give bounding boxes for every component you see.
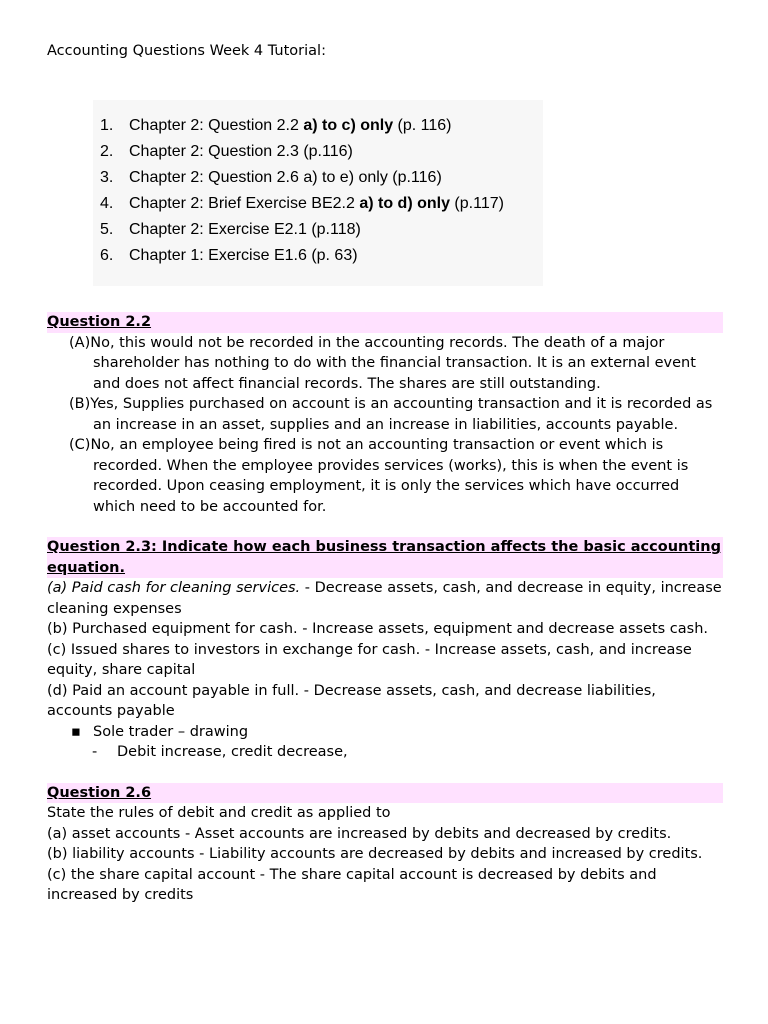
answer-c: (c) the share capital account - The share capital account is decreased by debits and increased by credits bbox=[47, 866, 657, 903]
bullet-item: ▪ Sole trader – drawing bbox=[47, 722, 723, 743]
question-2-3-heading: Question 2.3: Indicate how each business transaction affects the basic accounting equation. bbox=[47, 537, 723, 578]
task-item: 3. Chapter 2: Question 2.6 a) to e) only (p.116) bbox=[100, 169, 442, 186]
answer-b: (B)Yes, Supplies purchased on account is an accounting transaction and it is recorded as an increase in an asset, supplies and an increase in liabilities, accounts payable. bbox=[69, 396, 713, 433]
task-item: 5. Chapter 2: Exercise E2.1 (p.118) bbox=[100, 221, 361, 238]
answer-b: (b) Purchased equipment for cash. - Increase assets, equipment and decrease assets cash. bbox=[47, 621, 708, 637]
answer-c: (C)No, an employee being fired is not an accounting transaction or event which is recorded. When the employee provides services (works), this is when the event is recorded. Upon ceasing employment, it is only the services which have occurred which need to be accounted for. bbox=[69, 437, 689, 515]
dash-item: - Debit increase, credit decrease, bbox=[47, 742, 723, 763]
answer-a: (a) asset accounts - Asset accounts are increased by debits and decreased by credits. bbox=[47, 825, 672, 842]
question-2-2-heading: Question 2.2 bbox=[47, 312, 723, 333]
task-item: 4. Chapter 2: Brief Exercise BE2.2 a) to d) only (p.117) bbox=[100, 195, 504, 212]
task-list bbox=[100, 116, 504, 272]
bullet-icon: ▪ bbox=[71, 723, 81, 740]
task-item: 1. Chapter 2: Question 2.2 a) to c) only (p. 116) bbox=[100, 117, 452, 134]
answer-d: (d) Paid an account payable in full. - Decrease assets, cash, and decrease liabilities, accounts payable bbox=[47, 682, 656, 719]
dash-icon: - bbox=[92, 744, 98, 760]
answer-a: (A)No, this would not be recorded in the accounting records. The death of a major shareholder has nothing to do with the financial transaction. It is an external event and does not affect financial records. The shares are still outstanding. bbox=[69, 334, 696, 392]
question-2-6-intro: State the rules of debit and credit as applied to bbox=[47, 805, 391, 821]
answers-body bbox=[47, 312, 723, 906]
answer-b: (b) liability accounts - Liability accounts are decreased by debits and increased by credits. bbox=[47, 846, 703, 862]
question-2-2-answers bbox=[47, 333, 723, 518]
task-item: 2. Chapter 2: Question 2.3 (p.116) bbox=[100, 143, 353, 160]
answer-a: (a) Paid cash for cleaning services. - Decrease assets, cash, and decrease in equity, increase cleaning expenses bbox=[47, 580, 722, 617]
document-title: Accounting Questions Week 4 Tutorial: bbox=[47, 43, 326, 59]
question-2-6-heading: Question 2.6 bbox=[47, 783, 723, 804]
task-item: 6. Chapter 1: Exercise E1.6 (p. 63) bbox=[100, 247, 358, 264]
answer-c: (c) Issued shares to investors in exchange for cash. - Increase assets, cash, and increase equity, share capital bbox=[47, 641, 692, 678]
